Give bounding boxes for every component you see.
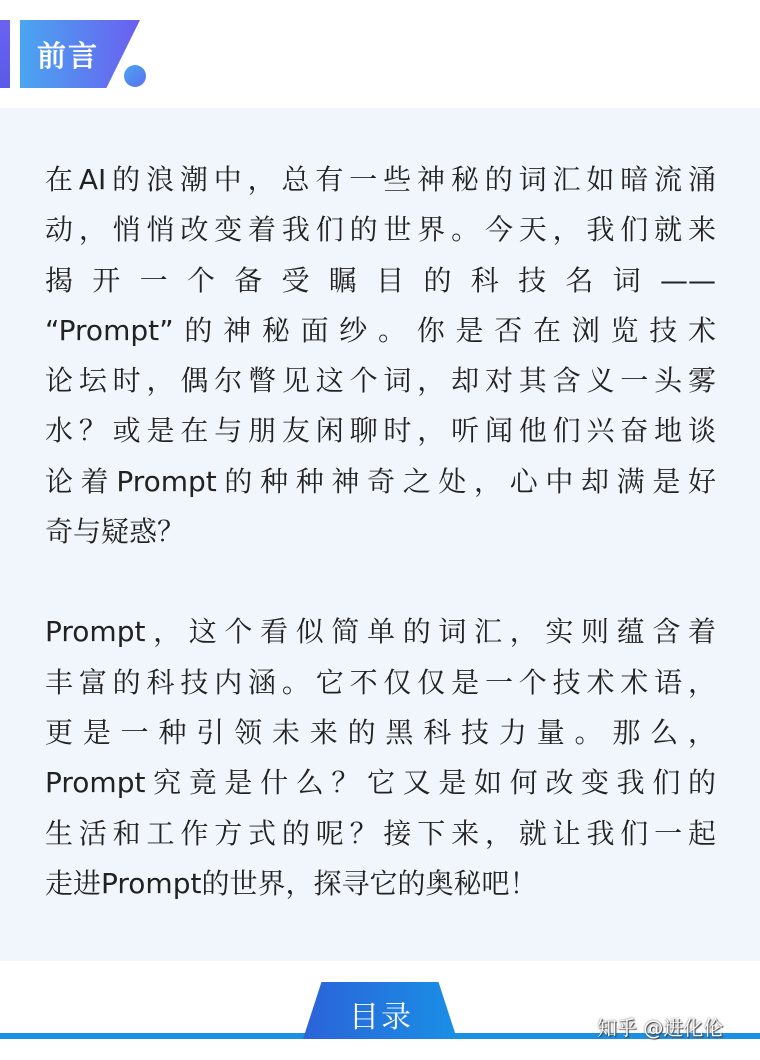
text-line: 揭开一个备受瞩目的科技名词—— (45, 263, 716, 297)
decorative-dot (124, 65, 146, 87)
accent-bar (0, 20, 10, 88)
text-line: 在AI的浪潮中，总有一些神秘的词汇如暗流涌 (45, 163, 716, 196)
text-line: Prompt，这个看似简单的词汇，实则蕴含着 (45, 615, 716, 649)
text-line: 更是一种引领未来的黑科技力量。那么， (45, 715, 716, 749)
text-line: “Prompt”的神秘面纱。你是否在浏览技术 (45, 313, 716, 347)
text-line: 论着Prompt的种种神奇之处，心中却满是好 (45, 464, 716, 498)
text-line: 论坛时，偶尔瞥见这个词，却对其含义一头雾 (45, 364, 716, 398)
text-line: 水？或是在与朋友闲聊时，听闻他们兴奋地谈 (45, 414, 716, 448)
section-title: 前言 (37, 39, 100, 73)
watermark: 知乎 @进化伦 (597, 1016, 724, 1040)
text-line: 走进Prompt的世界，探寻它的奥秘吧！ (45, 866, 538, 900)
toc-title: 目录 (349, 1000, 413, 1035)
text-line: 生活和工作方式的呢？接下来，就让我们一起 (45, 816, 716, 850)
text-line: Prompt究竟是什么？它又是如何改变我们的 (45, 766, 716, 800)
text-line: 奇与疑惑？ (45, 515, 186, 549)
article-body (45, 155, 716, 909)
text-line: 丰富的科技内涵。它不仅仅是一个技术术语， (45, 665, 716, 699)
text-line: 动，悄悄改变着我们的世界。今天，我们就来 (45, 213, 716, 247)
paragraph-gap (45, 557, 716, 607)
